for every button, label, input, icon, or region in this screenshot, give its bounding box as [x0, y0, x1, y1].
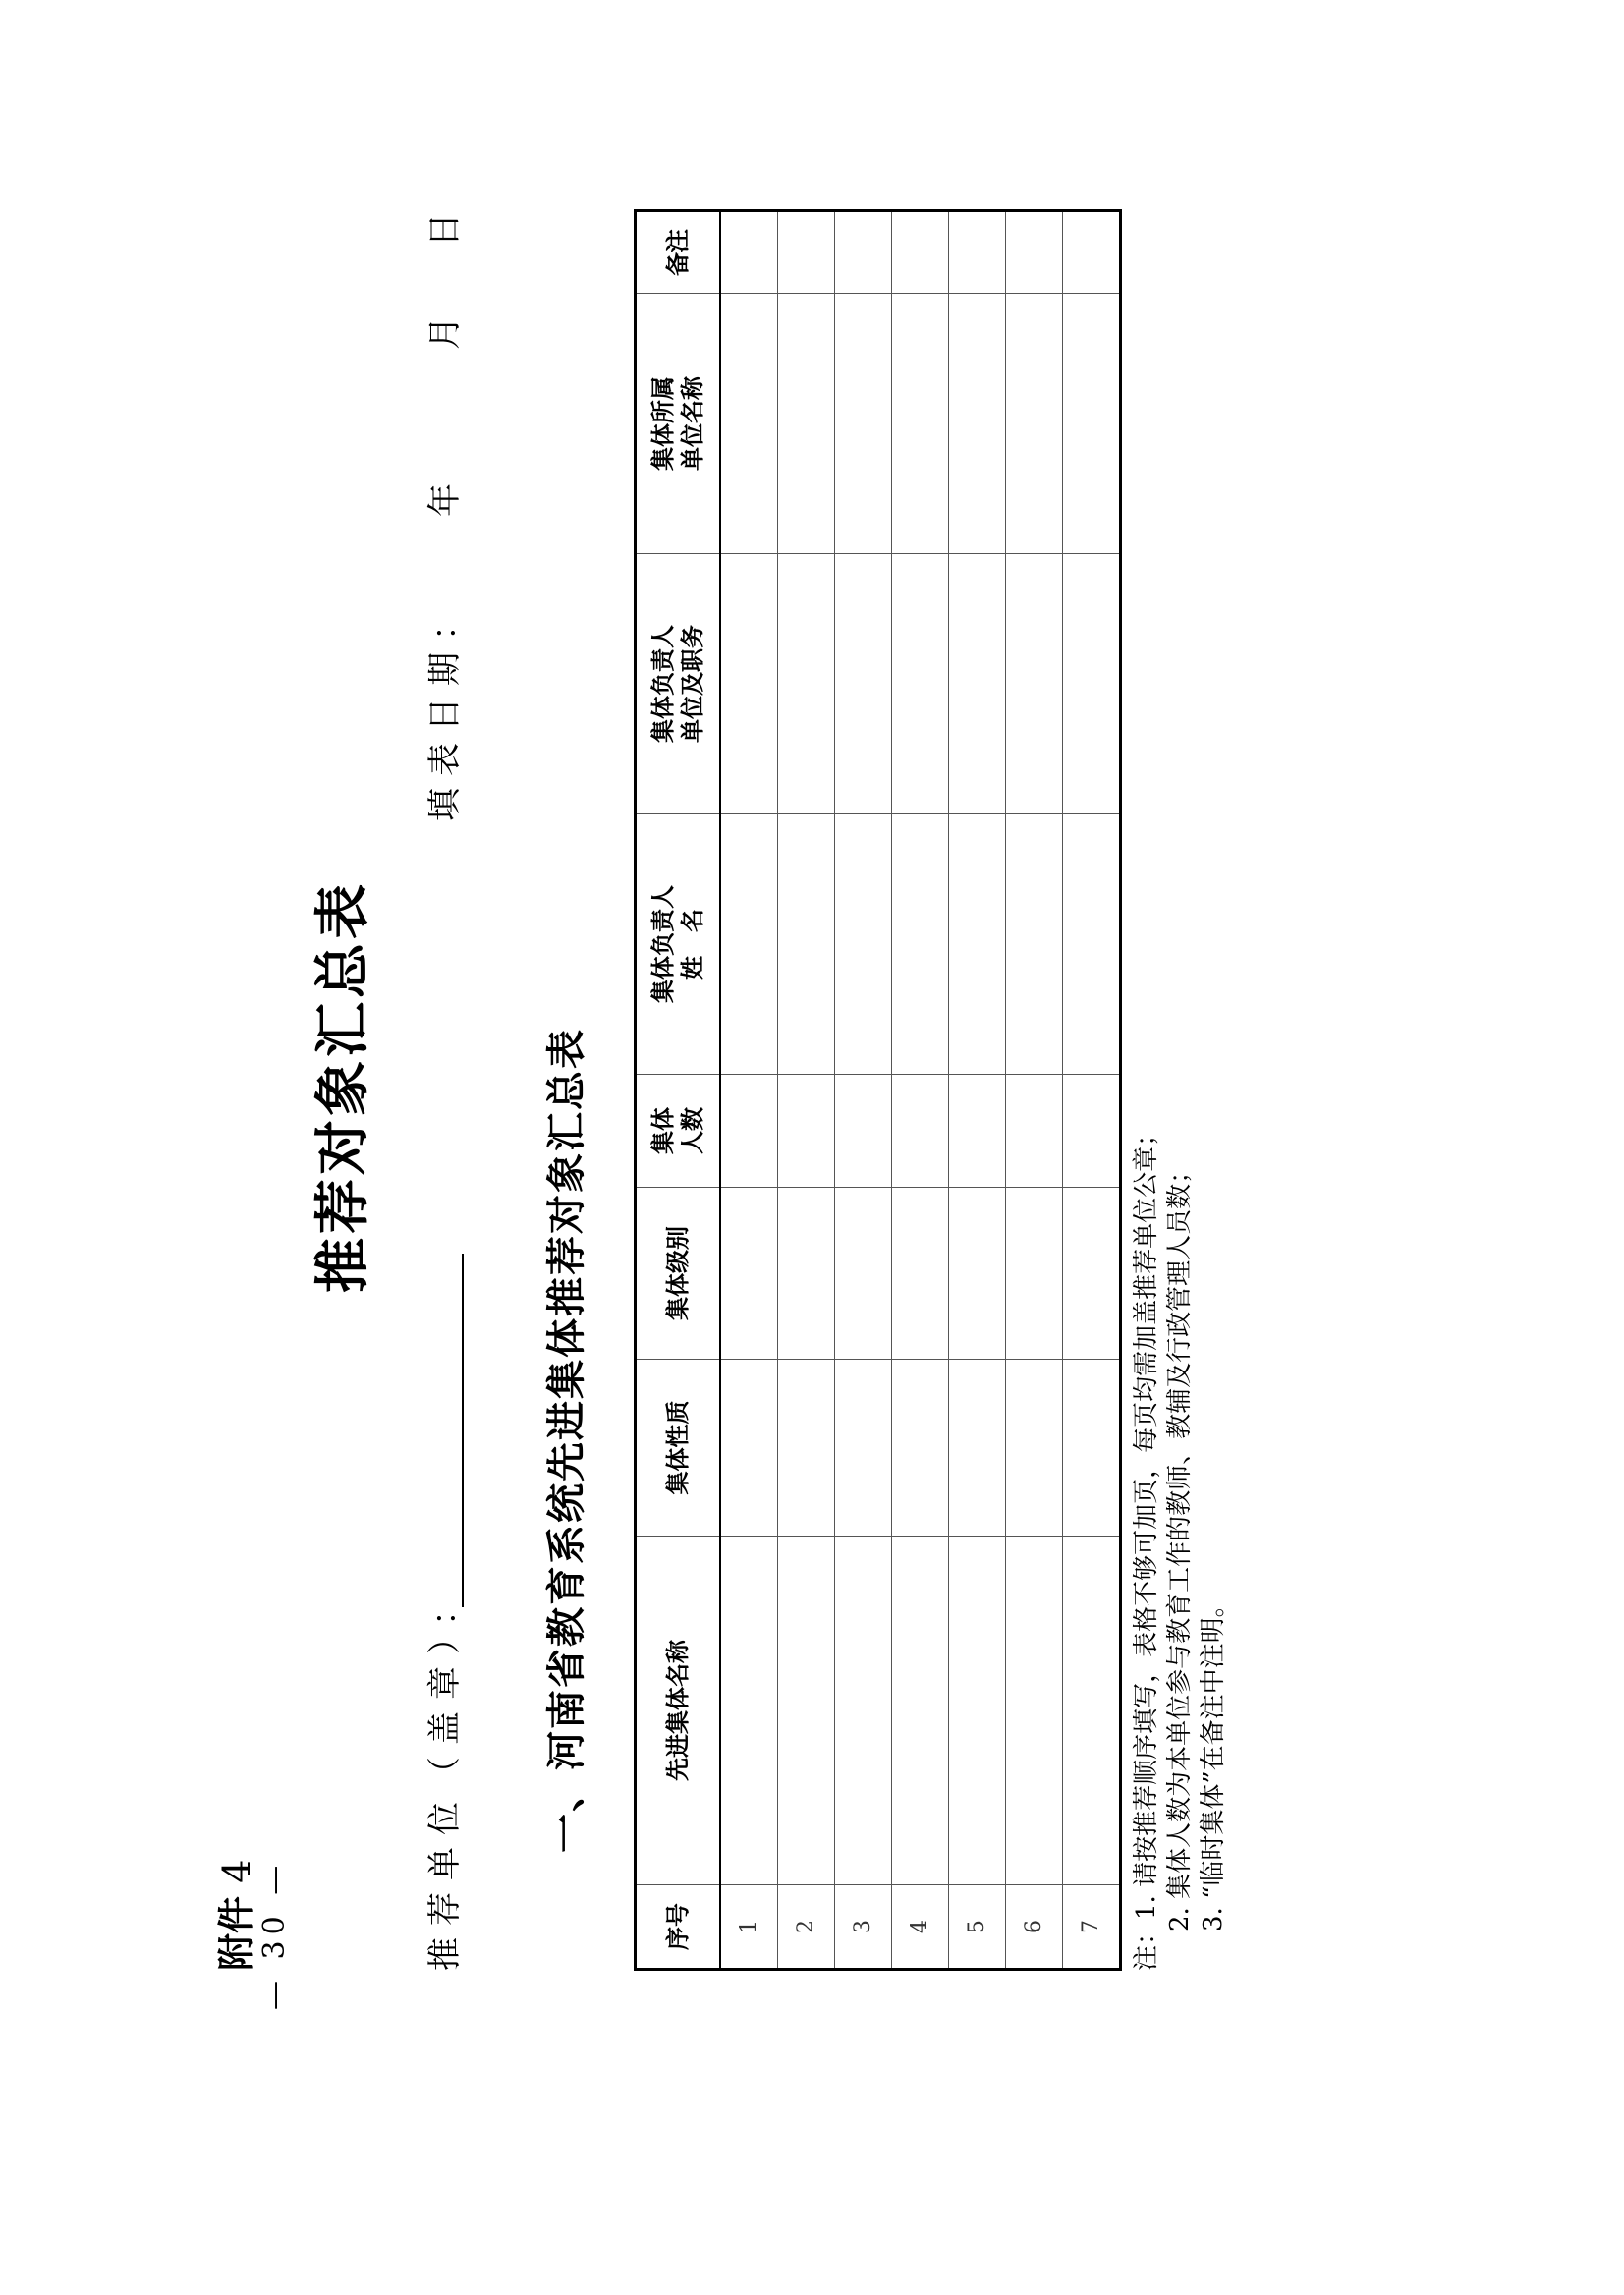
table-cell[interactable]	[949, 554, 1006, 814]
table-cell[interactable]	[778, 1188, 835, 1360]
table-cell[interactable]	[778, 211, 835, 294]
table-cell[interactable]	[835, 1360, 892, 1537]
table-row	[892, 211, 949, 1970]
annex-text: 附件	[215, 1895, 258, 1971]
table-row	[949, 211, 1006, 1970]
table-cell[interactable]	[720, 294, 778, 554]
table-cell[interactable]	[892, 1075, 949, 1188]
row-index-cell[interactable]: 2	[778, 1885, 835, 1970]
note-line-3: 3. “临时集体”在备注中注明。	[1199, 1592, 1228, 1931]
table-header-row	[636, 211, 721, 1970]
col-header-remarks: 备注	[636, 211, 721, 294]
page-title: 推荐对象汇总表	[310, 880, 375, 1293]
page-number: — 30 —	[257, 1859, 292, 2010]
table-cell[interactable]	[892, 211, 949, 294]
col-header-leader-name: 集体负责人 姓 名	[636, 814, 721, 1075]
table-cell[interactable]	[892, 1360, 949, 1537]
date-month-label: 月	[425, 316, 465, 350]
date-year-label: 年	[425, 483, 465, 517]
table-row	[1063, 211, 1121, 1970]
table-cell[interactable]	[1006, 1188, 1063, 1360]
annex-label	[206, 1860, 260, 1971]
table-cell[interactable]	[1063, 1360, 1121, 1537]
table-cell[interactable]	[949, 1075, 1006, 1188]
notes-block	[1130, 1121, 1230, 1971]
table-cell[interactable]	[835, 211, 892, 294]
table-cell[interactable]	[835, 1537, 892, 1885]
table-cell[interactable]	[778, 1537, 835, 1885]
col-header-affiliated-unit: 集体所属 单位名称	[636, 294, 721, 554]
table-cell[interactable]	[1006, 1537, 1063, 1885]
table-cell[interactable]	[720, 1537, 778, 1885]
table-cell[interactable]	[720, 1075, 778, 1188]
table-cell[interactable]	[949, 294, 1006, 554]
table-cell[interactable]	[892, 1537, 949, 1885]
recommending-unit-field	[462, 1254, 464, 1607]
table-row	[835, 211, 892, 1970]
table-body	[720, 211, 1121, 1970]
table-cell[interactable]	[835, 814, 892, 1075]
table-cell[interactable]	[1006, 294, 1063, 554]
table-row	[778, 211, 835, 1970]
table-cell[interactable]	[778, 1360, 835, 1537]
col-header-headcount: 集体 人数	[636, 1075, 721, 1188]
section-title: 一、河南省教育系统先进集体推荐对象汇总表	[544, 1028, 589, 1853]
table-cell[interactable]	[949, 211, 1006, 294]
row-index-cell[interactable]: 7	[1063, 1885, 1121, 1970]
row-index-cell[interactable]: 4	[892, 1885, 949, 1970]
table-cell[interactable]	[1006, 814, 1063, 1075]
table-cell[interactable]	[778, 554, 835, 814]
table-cell[interactable]	[720, 211, 778, 294]
date-day-label: 日	[425, 213, 465, 247]
table-cell[interactable]	[720, 1360, 778, 1537]
table-cell[interactable]	[1006, 1075, 1063, 1188]
table-cell[interactable]	[835, 1075, 892, 1188]
table-cell[interactable]	[892, 1188, 949, 1360]
col-header-collective-nature: 集体性质	[636, 1360, 721, 1537]
col-header-collective-name: 先进集体名称	[636, 1537, 721, 1885]
col-header-leader-position: 集体负责人 单位及职务	[636, 554, 721, 814]
table-cell[interactable]	[835, 554, 892, 814]
recommending-unit-label: 推荐单位（盖章）：	[425, 1581, 465, 1971]
table-cell[interactable]	[778, 294, 835, 554]
table-cell[interactable]	[949, 1537, 1006, 1885]
table-cell[interactable]	[1063, 294, 1121, 554]
table-cell[interactable]	[720, 814, 778, 1075]
table-cell[interactable]	[1063, 211, 1121, 294]
table-cell[interactable]	[949, 1360, 1006, 1537]
table-cell[interactable]	[892, 554, 949, 814]
fill-date-label: 填表日期：	[425, 595, 465, 821]
table-row	[720, 211, 778, 1970]
table-row	[1006, 211, 1063, 1970]
row-index-cell[interactable]: 1	[720, 1885, 778, 1970]
table-cell[interactable]	[1063, 814, 1121, 1075]
table-cell[interactable]	[1006, 554, 1063, 814]
table-cell[interactable]	[835, 1188, 892, 1360]
table-cell[interactable]	[1063, 1537, 1121, 1885]
table-cell[interactable]	[778, 1075, 835, 1188]
table-cell[interactable]	[1063, 554, 1121, 814]
table-cell[interactable]	[892, 294, 949, 554]
table-cell[interactable]	[778, 814, 835, 1075]
row-index-cell[interactable]: 3	[835, 1885, 892, 1970]
table-cell[interactable]	[949, 814, 1006, 1075]
table-cell[interactable]	[835, 294, 892, 554]
col-header-index: 序号	[636, 1885, 721, 1970]
table-cell[interactable]	[1006, 211, 1063, 294]
table-cell[interactable]	[1063, 1075, 1121, 1188]
summary-table	[634, 209, 1122, 1971]
table-cell[interactable]	[1006, 1360, 1063, 1537]
table-cell[interactable]	[720, 554, 778, 814]
col-header-collective-level: 集体级别	[636, 1188, 721, 1360]
row-index-cell[interactable]: 5	[949, 1885, 1006, 1970]
note-line-2: 2. 集体人数为本单位参与教育工作的教师、教辅及行政管理人员数；	[1165, 1157, 1195, 1931]
annex-number: 4	[215, 1859, 258, 1883]
table-cell[interactable]	[720, 1188, 778, 1360]
table-cell[interactable]	[1063, 1188, 1121, 1360]
table-cell[interactable]	[892, 814, 949, 1075]
table-cell[interactable]	[949, 1188, 1006, 1360]
row-index-cell[interactable]: 6	[1006, 1885, 1063, 1970]
note-line-1: 注：1. 请按推荐顺序填写，表格不够可加页，每页均需加盖推荐单位公章；	[1132, 1120, 1161, 1971]
